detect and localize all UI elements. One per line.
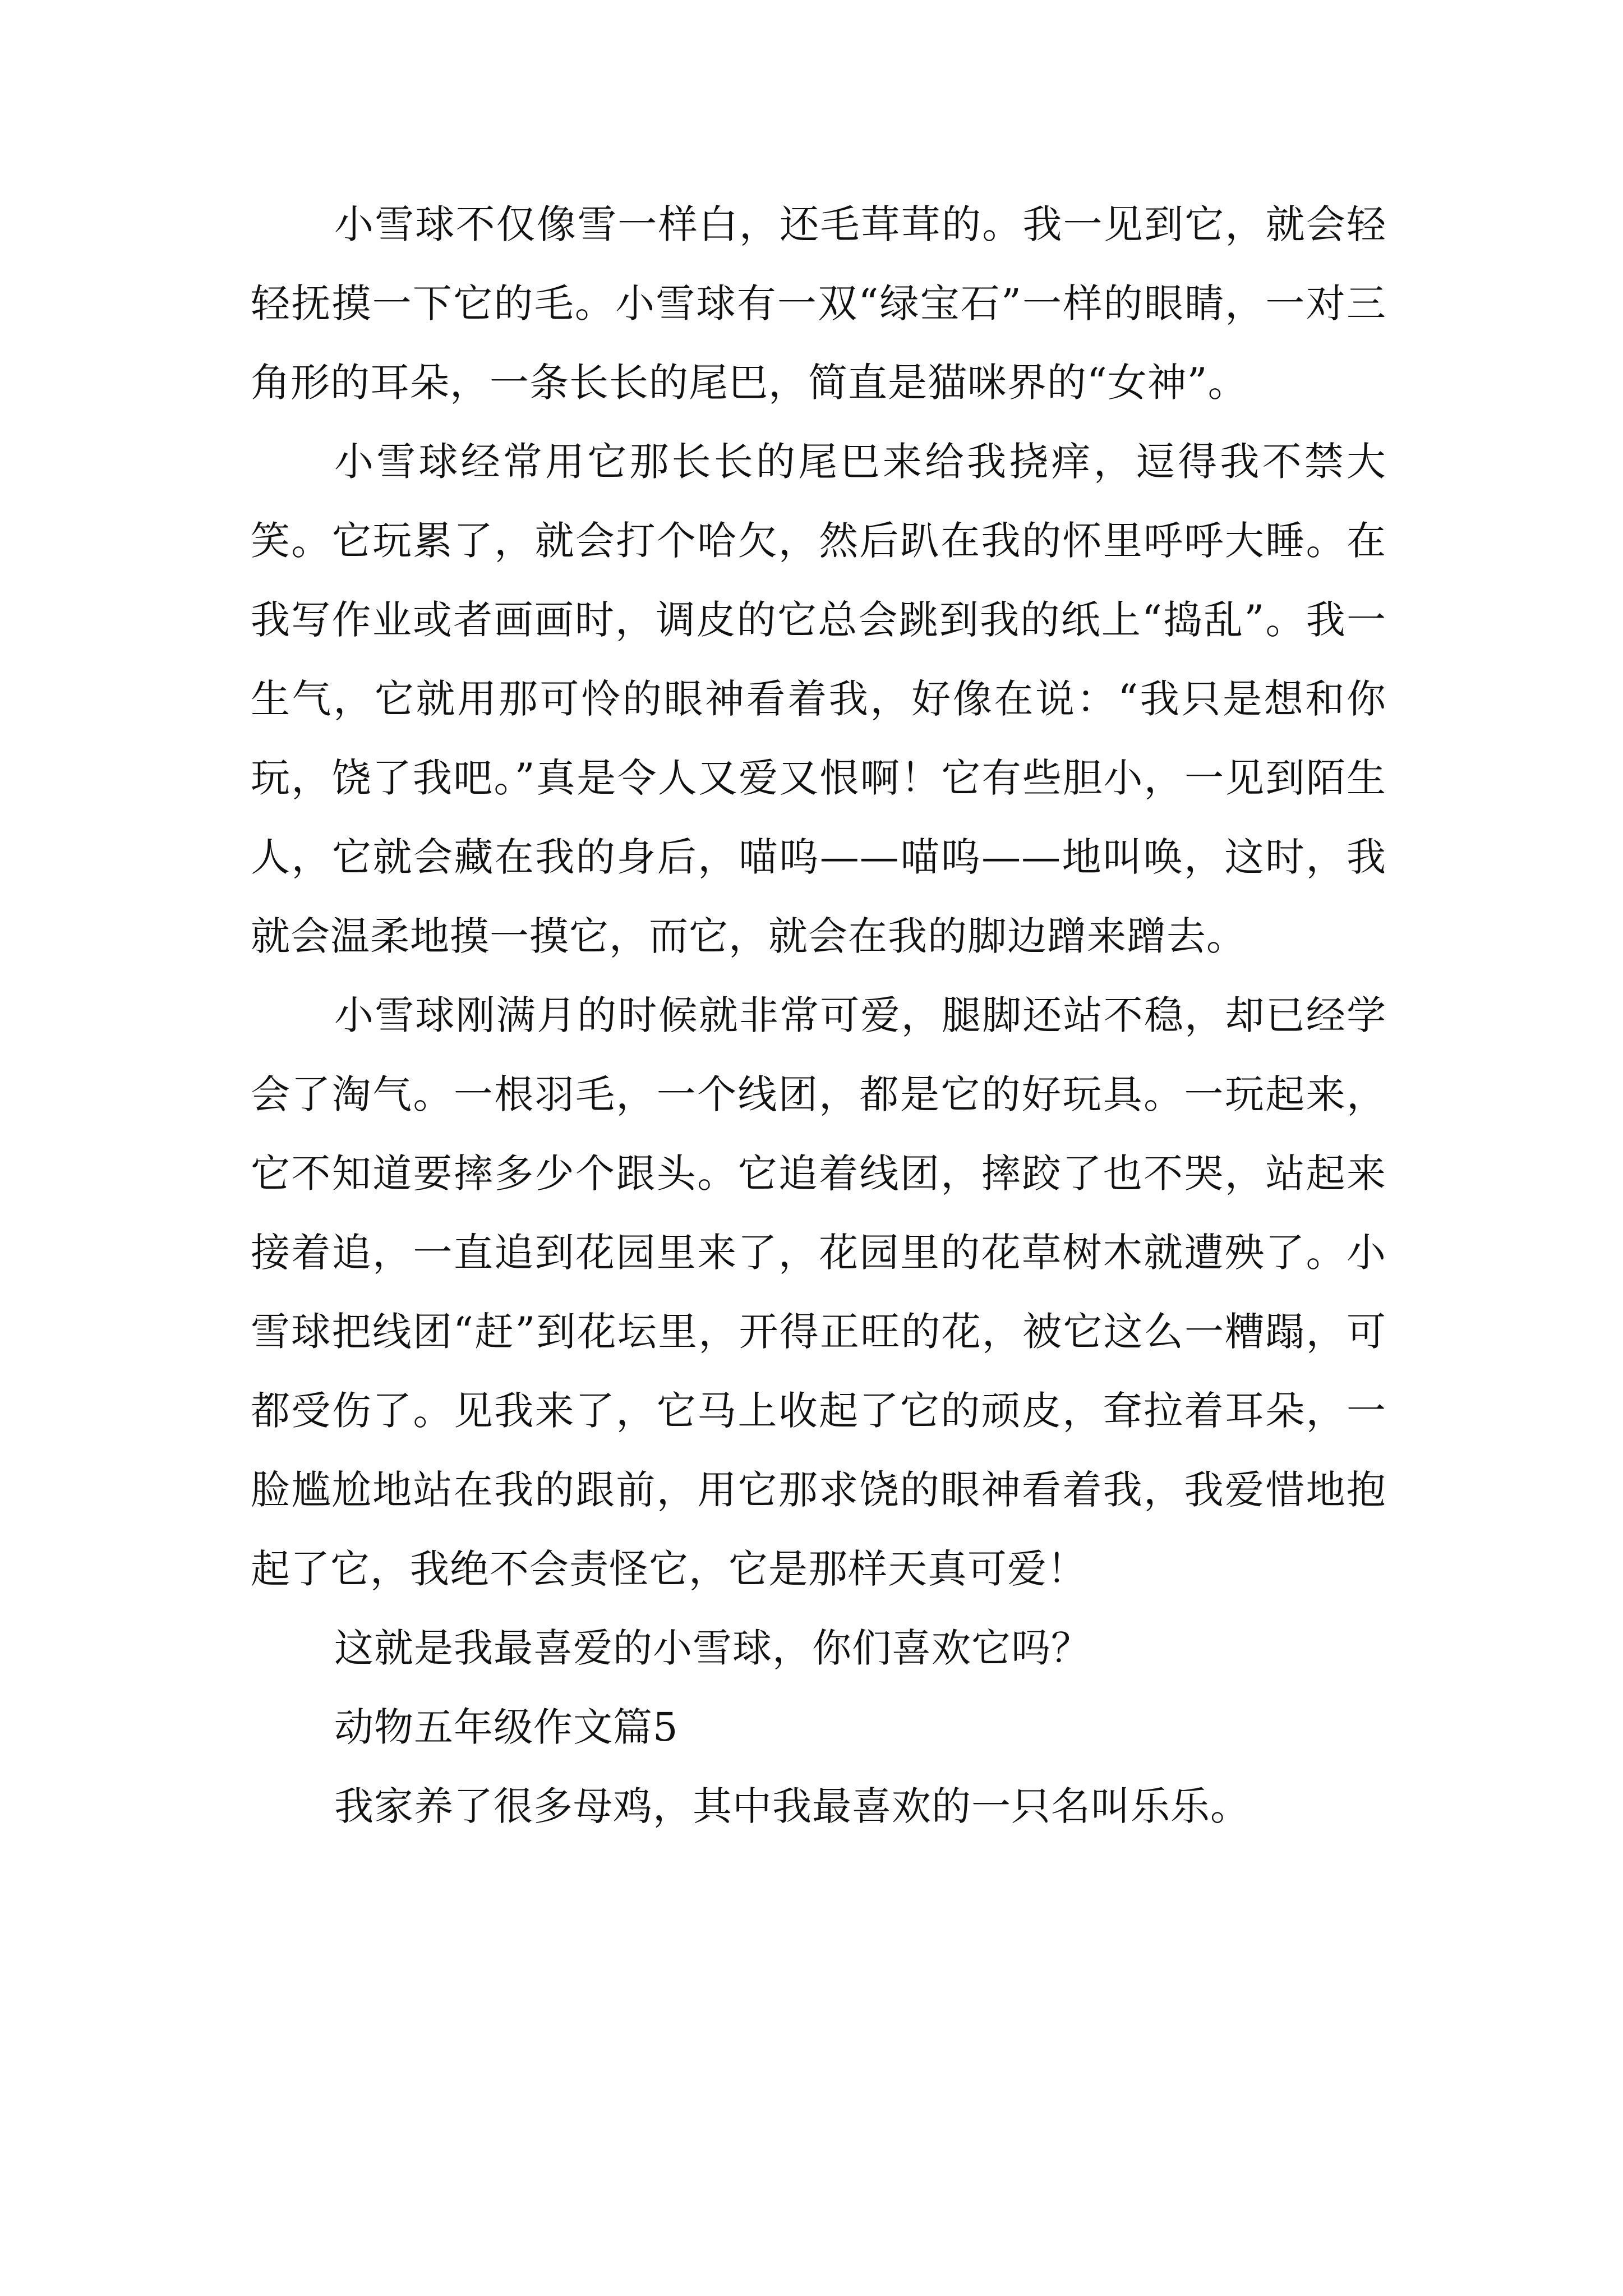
paragraph-snowball-kitten: 小雪球刚满月的时候就非常可爱，腿脚还站不稳，却已经学会了淘气。一根羽毛，一个线团，都是它的好玩具。一玩起来，它不知道要摔多少个跟头。它追着线团，摔跤了也不哭，站起来接着追，一直追到花园里来了，花园里的花草树木就遭殃了。小雪球把线团“赶”到花坛里，开得正旺的花，被它这么一糟蹋，可都受伤了。见我来了，它马上收起了它的顽皮，耷拉着耳朵，一脸尴尬地站在我的跟前，用它那求饶的眼神看着我，我爱惜地抱起了它，我绝不会责怪它，它是那样天真可爱！ [251,992,1386,1592]
document-body [251,185,1386,1846]
section-heading: 动物五年级作文篇5 [334,1704,679,1750]
paragraph-snowball-behavior: 小雪球经常用它那长长的尾巴来给我挠痒，逗得我不禁大笑。它玩累了，就会打个哈欠，然后趴在我的怀里呼呼大睡。在我写作业或者画画时，调皮的它总会跳到我的纸上“捣乱”。我一生气，它就用那可怜的眼神看着我，好像在说：“我只是想和你玩，饶了我吧。”真是令人又爱又恨啊！它有些胆小，一见到陌生人，它就会藏在我的身后，喵呜——喵呜——地叫唤，这时，我就会温柔地摸一摸它，而它，就会在我的脚边蹭来蹭去。 [251,439,1386,959]
paragraph-hens-intro: 我家养了很多母鸡，其中我最喜欢的一只名叫乐乐。 [334,1783,1250,1829]
paragraph-snowball-appearance: 小雪球不仅像雪一样白，还毛茸茸的。我一见到它，就会轻轻抚摸一下它的毛。小雪球有一双“绿宝石”一样的眼睛，一对三角形的耳朵，一条长长的尾巴，简直是猫咪界的“女神”。 [251,201,1386,406]
paragraph-closing-question: 这就是我最喜爱的小雪球，你们喜欢它吗？ [334,1625,1091,1671]
